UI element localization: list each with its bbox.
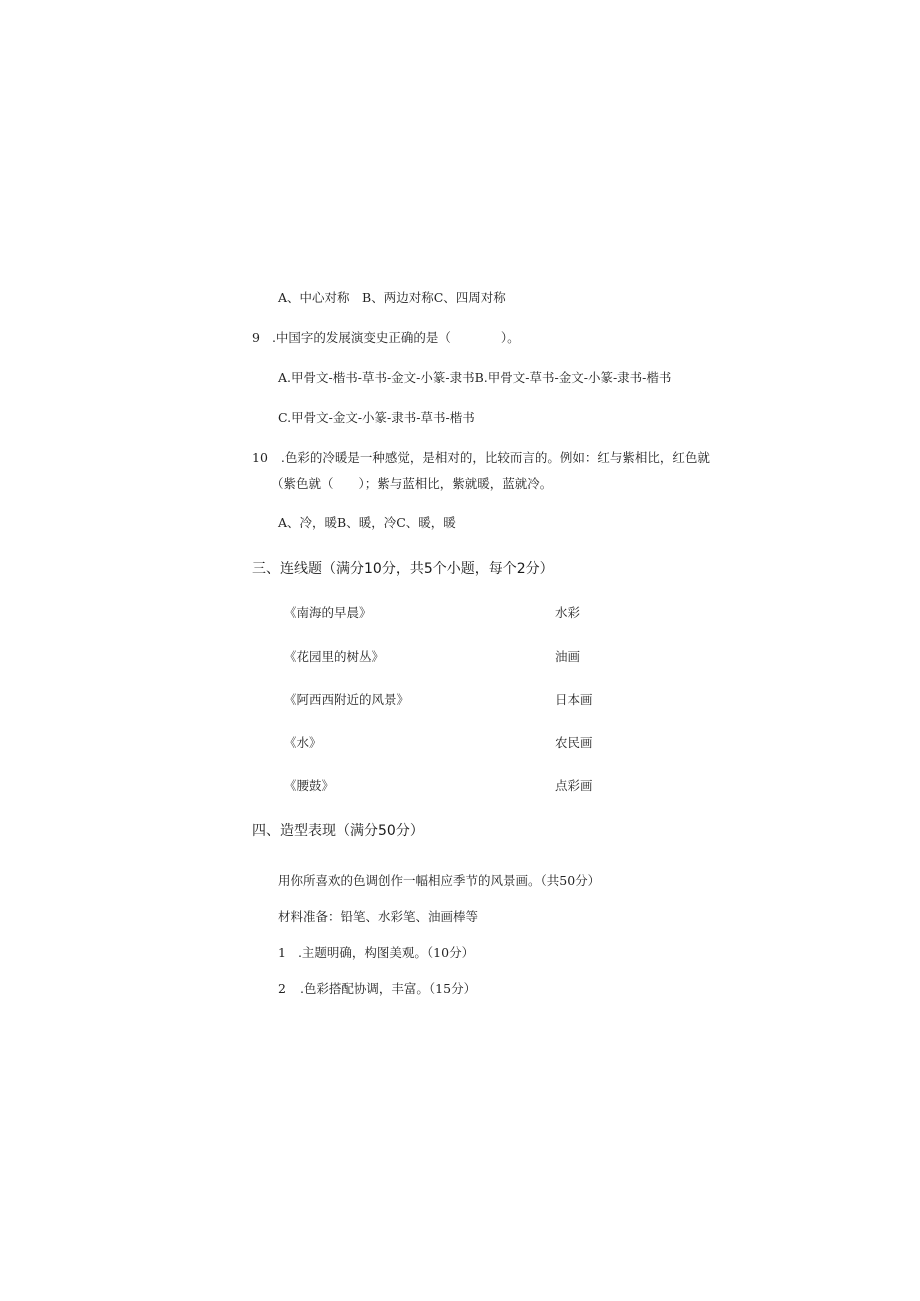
criterion-row bbox=[278, 981, 476, 997]
q9-option-ab: A.甲骨文-楷书-草书-金文-小篆-隶书B.甲骨文-草书-金文-小篆-隶书-楷书 bbox=[278, 370, 672, 385]
criterion-row bbox=[278, 945, 474, 961]
q10-stem-line1: .色彩的冷暖是一种感觉，是相对的，比较而言的。例如：红与紫相比，红色就 bbox=[280, 450, 710, 465]
match-right-item[interactable]: 点彩画 bbox=[555, 778, 593, 793]
q9-stem-row bbox=[252, 330, 520, 346]
q10-stem-row bbox=[252, 450, 710, 466]
q9-option-c: C.甲骨文-金文-小篆-隶书-草书-楷书 bbox=[278, 410, 475, 425]
criterion-number: 2 bbox=[278, 981, 286, 996]
q9-stem: .中国字的发展演变史正确的是（ ）。 bbox=[271, 330, 520, 345]
match-left-item[interactable]: 《花园里的树丛》 bbox=[284, 649, 385, 664]
q8-options: A、中心对称 B、两边对称C、四周对称 bbox=[278, 290, 506, 305]
section4-materials: 材料准备：铅笔、水彩笔、油画棒等 bbox=[278, 909, 479, 924]
q9-number: 9 bbox=[252, 330, 260, 345]
match-left-item[interactable]: 《南海的早晨》 bbox=[284, 605, 372, 620]
match-right-item[interactable]: 油画 bbox=[555, 649, 581, 664]
match-right-item[interactable]: 水彩 bbox=[555, 605, 581, 620]
section3-title: 三、连线题（满分10分，共5个小题，每个2分） bbox=[252, 561, 554, 577]
match-left-item[interactable]: 《阿西西附近的风景》 bbox=[284, 692, 410, 707]
match-right-item[interactable]: 农民画 bbox=[555, 735, 593, 750]
section4-title: 四、造型表现（满分50分） bbox=[252, 823, 424, 839]
q10-options: A、冷，暖B、暖，冷C、暖，暖 bbox=[278, 515, 456, 530]
match-right-item[interactable]: 日本画 bbox=[555, 692, 593, 707]
criterion-text: .主题明确，构图美观。（10分） bbox=[297, 945, 475, 960]
criterion-number: 1 bbox=[278, 945, 286, 960]
match-left-item[interactable]: 《腰鼓》 bbox=[284, 778, 335, 793]
section4-task: 用你所喜欢的色调创作一幅相应季节的风景画。（共50分） bbox=[278, 873, 601, 888]
q10-stem-line2: （紫色就（ ）；紫与蓝相比，紫就暖，蓝就冷。 bbox=[271, 476, 553, 491]
q10-number: 10 bbox=[252, 450, 268, 465]
match-left-item[interactable]: 《水》 bbox=[284, 735, 322, 750]
criterion-text: .色彩搭配协调，丰富。（15分） bbox=[299, 981, 477, 996]
